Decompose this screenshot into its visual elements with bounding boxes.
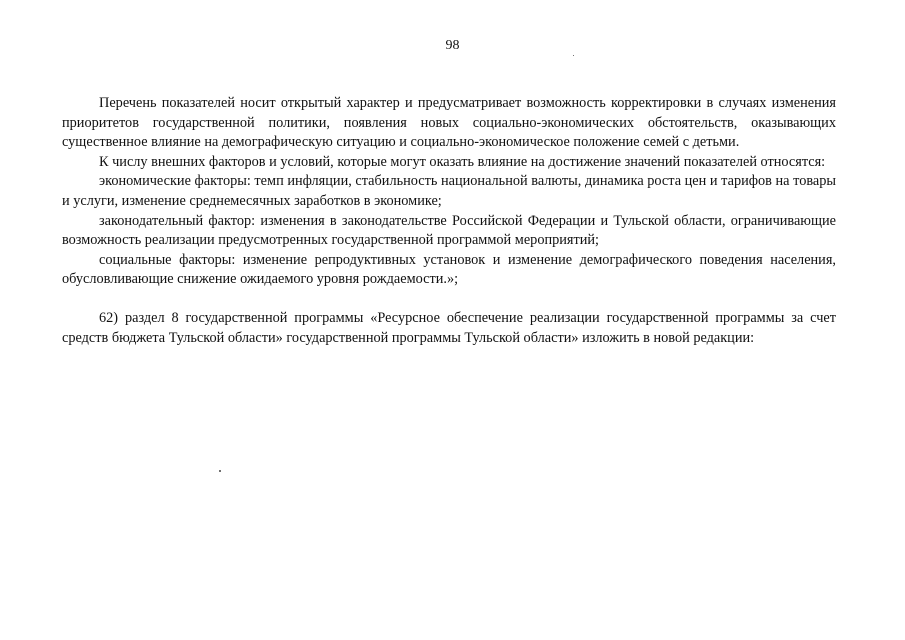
scan-speck bbox=[219, 470, 221, 472]
paragraph-social-factors: социальные факторы: изменение репродуктивных установок и изменение демографического поведения населения, обусловливающие снижение ожидаемого уровня рождаемости.»; bbox=[62, 251, 836, 288]
paragraph-external-factors: К числу внешних факторов и условий, которые могут оказать влияние на достижение значений показателей относятся: bbox=[99, 153, 826, 170]
document-body bbox=[62, 94, 836, 348]
scan-speck bbox=[573, 55, 574, 56]
paragraph-economic-factors: экономические факторы: темп инфляции, стабильность национальной валюты, динамика роста цен и тарифов на товары и услуги, изменение среднемесячных заработков в экономике; bbox=[62, 173, 836, 209]
paragraph-legislative-factor: законодательный фактор: изменения в законодательстве Российской Федерации и Тульской области, ограничивающие возможность реализации предусмотренных государственной программой мероприятий; bbox=[62, 212, 836, 249]
paragraph-indicators-list: Перечень показателей носит открытый характер и предусматривает возможность корректировки в случаях изменения приоритетов государственной политики, появления новых социально-экономических обстоятельств, оказывающих существенное влияние на демографическую ситуацию и социально-экономическое положение семей с детьми. bbox=[62, 95, 836, 151]
paragraph-section-62: 62) раздел 8 государственной программы «Ресурсное обеспечение реализации государственной программы за счет средств бюджета Тульской области» государственной программы Тульской области» изложить в новой редакции: bbox=[62, 309, 836, 346]
page-number: 98 bbox=[445, 38, 460, 53]
